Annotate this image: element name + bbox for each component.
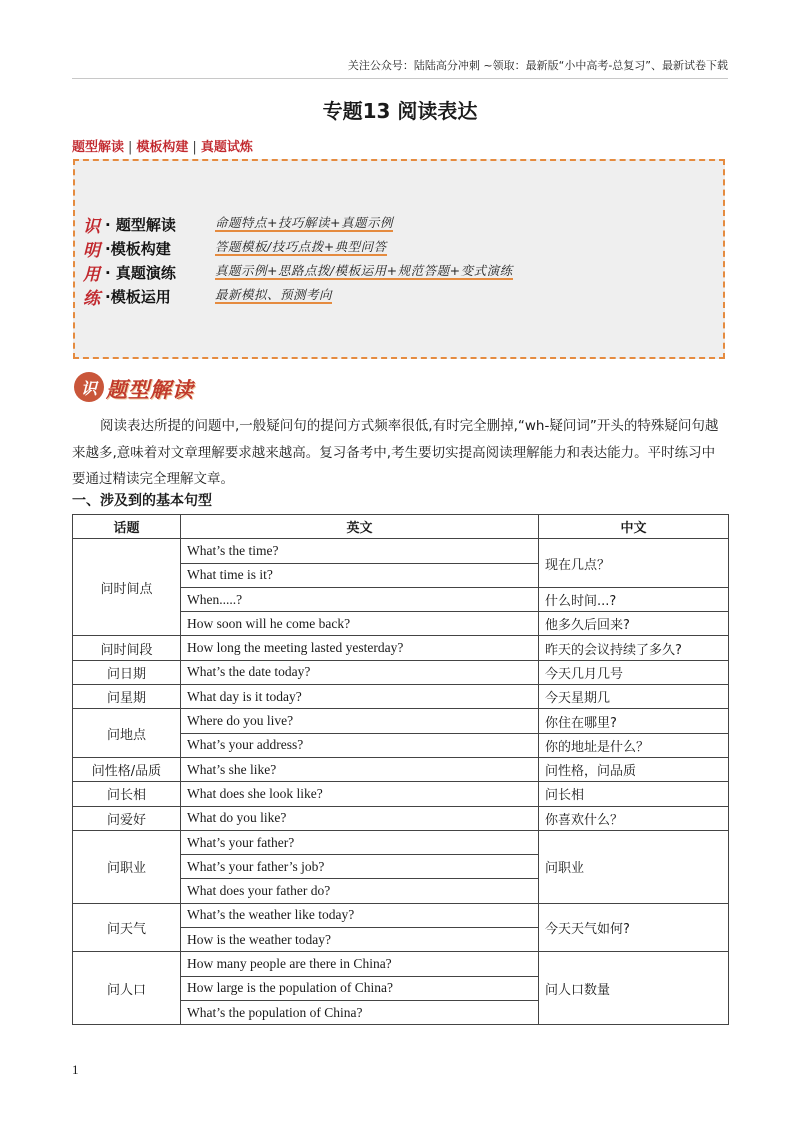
overview-row (83, 212, 393, 236)
subheading: 一、涉及到的基本句型 (72, 493, 212, 509)
topic-cell: 问地点 (73, 709, 181, 758)
topic-cell: 问日期 (73, 660, 181, 684)
intro-paragraph (72, 413, 728, 493)
english-cell: What’s your father? (181, 830, 539, 854)
english-cell: What’s the weather like today? (181, 903, 539, 927)
section-banner (74, 372, 214, 406)
table-row (73, 709, 729, 733)
chinese-cell: 问职业 (539, 830, 729, 903)
chinese-cell: 问性格，问品质 (539, 757, 729, 781)
overview-char: 用 (83, 264, 100, 285)
overview-box (73, 159, 725, 359)
chinese-cell: 什么时间...? (539, 587, 729, 611)
overview-label: ·模板构建 (105, 239, 171, 258)
english-cell: What’s the population of China? (181, 1000, 539, 1024)
overview-char: 识 (83, 216, 100, 237)
nav-item-interpretation[interactable]: 题型解读 (72, 140, 125, 155)
english-cell: What do you like? (181, 806, 539, 830)
chinese-cell: 今天几月几号 (539, 660, 729, 684)
nav-item-template[interactable]: 模板构建 (136, 140, 189, 155)
english-cell: What’s the time? (181, 539, 539, 563)
english-cell: What day is it today? (181, 685, 539, 709)
overview-label: · 题型解读 (105, 215, 176, 234)
page-title: 专题13 阅读表达 (322, 99, 478, 123)
header-divider (72, 78, 728, 79)
topic-cell: 问长相 (73, 782, 181, 806)
section-badge-icon: 识 (74, 372, 104, 402)
nav-separator: | (192, 140, 197, 155)
english-cell: What does your father do? (181, 879, 539, 903)
topic-cell: 问爱好 (73, 806, 181, 830)
english-cell: What’s your address? (181, 733, 539, 757)
column-header-chinese: 中文 (539, 515, 729, 539)
nav-separator: | (128, 140, 133, 155)
page-number: 1 (72, 1062, 79, 1077)
overview-label: · 真题演练 (105, 263, 176, 282)
chinese-cell: 现在几点？ (539, 539, 729, 588)
table-header-row (73, 515, 729, 539)
section-nav (72, 136, 253, 155)
chinese-cell: 你的地址是什么？ (539, 733, 729, 757)
intro-paragraph-text: 阅读表达所提的问题中,一般疑问句的提问方式频率很低,有时完全删掉,“wh-疑问词”开头的特殊疑问句越来越多,意味着对文章理解要求越来越高。复习备考中,考生要切实提高阅读理解能力和表达能力。平时练习中要通过精读完全理解文章。 (72, 418, 719, 487)
english-cell: What’s the date today? (181, 660, 539, 684)
english-cell: How is the weather today? (181, 928, 539, 952)
header-note: 关注公众号：陆陆高分冲刺 ~领取：最新版“小中高考-总复习”、最新试卷下载 (347, 59, 728, 72)
chinese-cell: 今天星期几 (539, 685, 729, 709)
overview-row (83, 236, 387, 260)
overview-desc: 真题示例+思路点拨/模板运用+规范答题+变式演练 (215, 263, 513, 278)
column-header-topic: 话题 (73, 515, 181, 539)
english-cell: What’s your father’s job? (181, 855, 539, 879)
column-header-english: 英文 (181, 515, 539, 539)
overview-desc: 最新模拟、预测考向 (215, 287, 333, 302)
topic-cell: 问天气 (73, 903, 181, 952)
english-cell: What’s she like? (181, 757, 539, 781)
english-cell: What time is it? (181, 563, 539, 587)
overview-char: 明 (83, 240, 100, 261)
english-cell: How soon will he come back? (181, 612, 539, 636)
topic-cell: 问性格/品质 (73, 757, 181, 781)
table-row (73, 782, 729, 806)
topic-cell: 问职业 (73, 830, 181, 903)
chinese-cell: 问长相 (539, 782, 729, 806)
english-cell: How large is the population of China? (181, 976, 539, 1000)
table-row (73, 806, 729, 830)
table-row (73, 636, 729, 660)
overview-row (83, 260, 513, 284)
overview-desc: 答题模板/技巧点拨+典型问答 (215, 239, 387, 254)
chinese-cell: 你住在哪里? (539, 709, 729, 733)
chinese-cell: 他多久后回来? (539, 612, 729, 636)
chinese-cell: 问人口数量 (539, 952, 729, 1025)
chinese-cell: 你喜欢什么？ (539, 806, 729, 830)
english-cell: Where do you live? (181, 709, 539, 733)
chinese-cell: 昨天的会议持续了多久? (539, 636, 729, 660)
table-row (73, 952, 729, 976)
table-row (73, 830, 729, 854)
topic-cell: 问时间点 (73, 539, 181, 636)
topic-cell: 问星期 (73, 685, 181, 709)
topic-cell: 问人口 (73, 952, 181, 1025)
overview-char: 练 (83, 288, 100, 309)
table-row (73, 685, 729, 709)
table-row (73, 757, 729, 781)
table-row (73, 539, 729, 563)
english-cell: What does she look like? (181, 782, 539, 806)
table-row (73, 903, 729, 927)
topic-cell: 问时间段 (73, 636, 181, 660)
overview-desc: 命题特点+技巧解读+真题示例 (215, 215, 393, 230)
table-row (73, 660, 729, 684)
english-cell: How many people are there in China? (181, 952, 539, 976)
english-cell: How long the meeting lasted yesterday? (181, 636, 539, 660)
english-cell: When.....? (181, 587, 539, 611)
nav-item-practice[interactable]: 真题试炼 (200, 140, 253, 155)
section-title: 题型解读 (106, 378, 194, 402)
overview-row (83, 284, 332, 308)
overview-label: ·模板运用 (105, 287, 171, 306)
chinese-cell: 今天天气如何? (539, 903, 729, 952)
sentence-pattern-table (72, 514, 729, 1025)
